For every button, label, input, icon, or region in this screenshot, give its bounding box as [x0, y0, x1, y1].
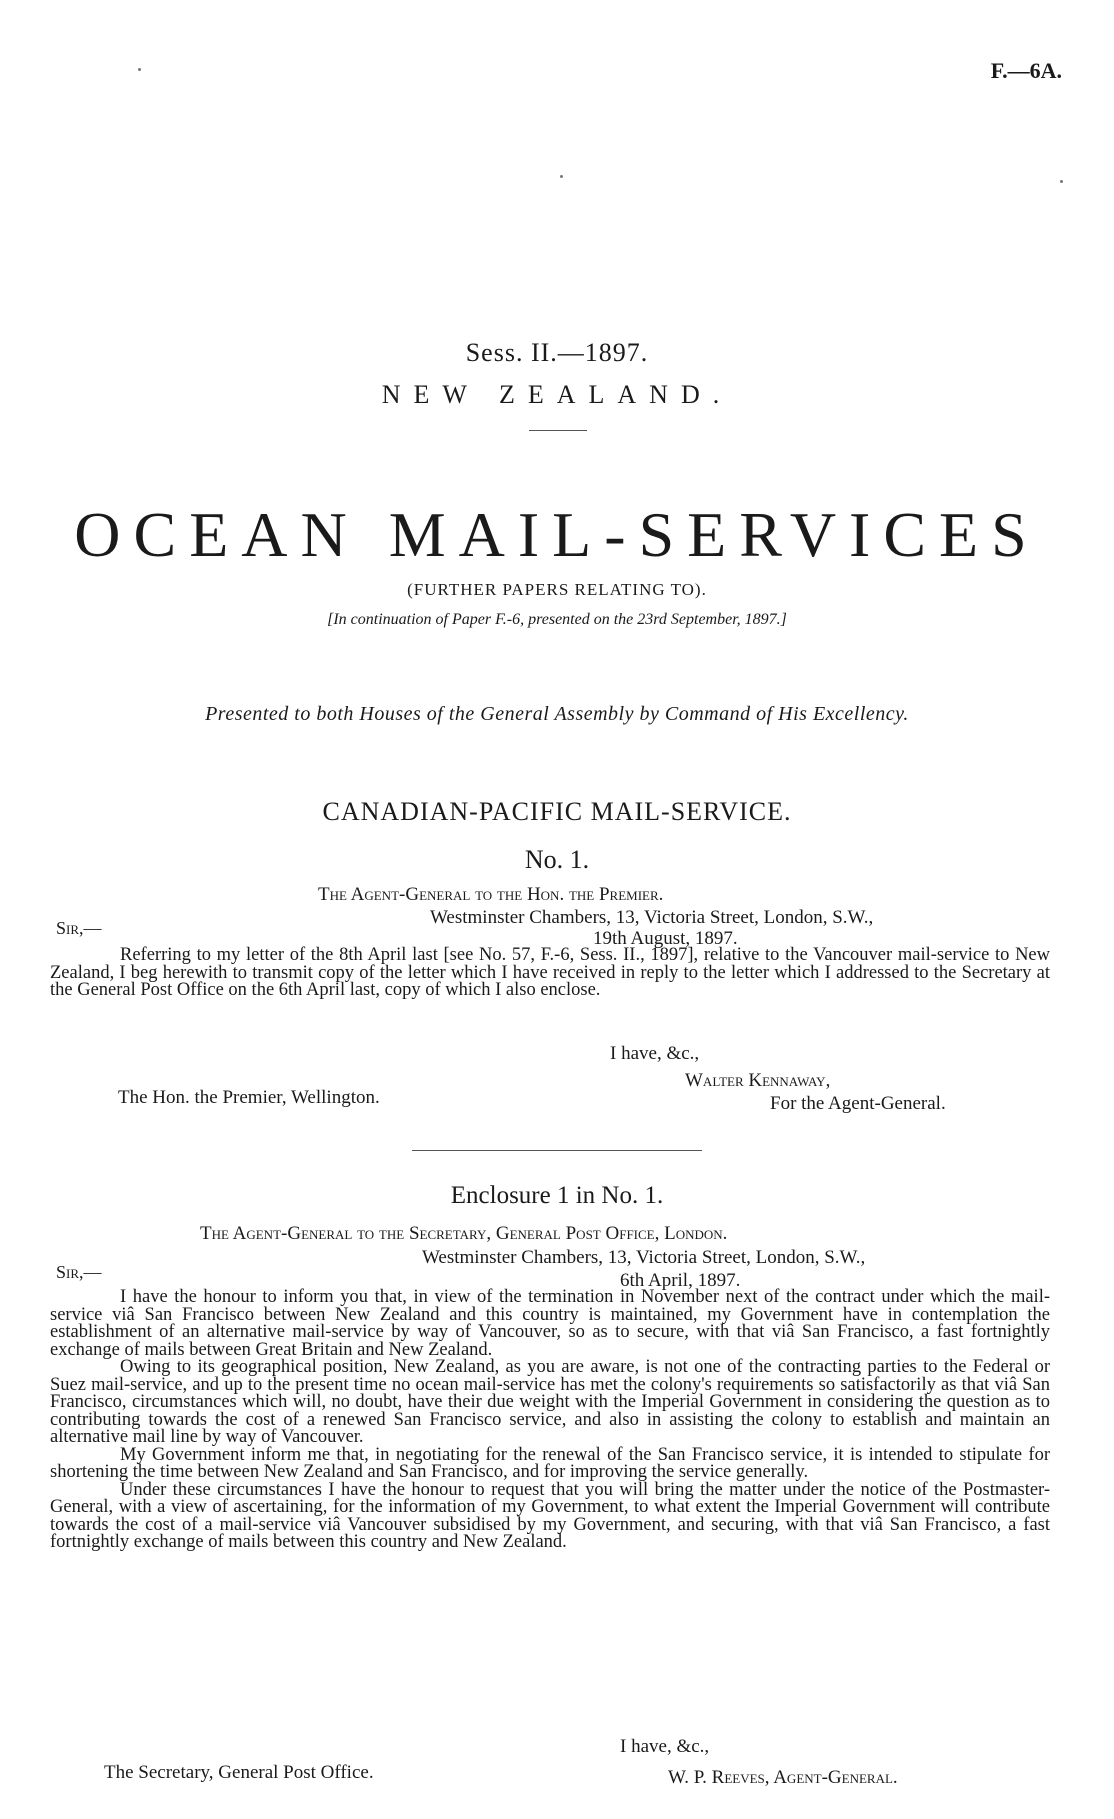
letter-number: No. 1.	[524, 845, 590, 874]
enclosure-signature: W. P. Reeves, Agent-General.	[668, 1767, 898, 1788]
enclosure-from-to: The Agent-General to the Secretary, General Post Office, London.	[200, 1223, 728, 1244]
section-divider	[412, 1150, 702, 1151]
enclosure-heading: Enclosure 1 in No. 1.	[450, 1182, 664, 1209]
enclosure-salutation: Sir,—	[56, 1262, 102, 1282]
session-line: Sess. II.—1897.	[465, 338, 649, 367]
letter-closing: I have, &c.,	[610, 1043, 700, 1064]
scan-speck	[560, 175, 563, 178]
enclosure-paragraph: Under these circumstances I have the honour to request that you will bring the matter under the notice of the Postmaster-General, with a view of ascertaining, for the information of my Government, to what extent the Imperial Government will contribute towards the cost of a mail-service viâ Vancouver subsidised by my Government, and securing, with that viâ San Francisco, a fast fortnightly exchange of mails between this country and New Zealand.	[50, 1479, 1050, 1552]
letter-signature-title: For the Agent-General.	[770, 1093, 946, 1114]
page-reference: F.—6A.	[990, 58, 1062, 83]
enclosure-addressee: The Secretary, General Post Office.	[104, 1762, 374, 1783]
letter-address: Westminster Chambers, 13, Victoria Street, London, S.W.,	[430, 907, 874, 928]
continuation-note: [In continuation of Paper F.-6, presented on the 23rd September, 1897.]	[327, 611, 787, 628]
letter-body	[50, 947, 1050, 1000]
letter-signature: Walter Kennaway,	[685, 1070, 831, 1091]
enclosure-closing: I have, &c.,	[620, 1736, 710, 1757]
letter-addressee: The Hon. the Premier, Wellington.	[118, 1087, 380, 1108]
letter-body-text: Referring to my letter of the 8th April last [see No. 57, F.-6, Sess. II., 1897], relative to the Vancouver mail-service to New Zealand, I beg herewith to transmit copy of the letter which I have received in reply to the letter which I addressed to the Secretary at the General Post Office on the 6th April last, copy of which I also enclose.	[50, 945, 1050, 1000]
short-rule	[529, 430, 587, 431]
presented-line: Presented to both Houses of the General Assembly by Command of His Excellency.	[205, 703, 909, 725]
enclosure-address: Westminster Chambers, 13, Victoria Street, London, S.W.,	[422, 1247, 866, 1268]
enclosure-date: 6th April, 1897.	[620, 1270, 741, 1291]
enclosure-paragraph: I have the honour to inform you that, in view of the termination in November next of the contract under which the mail-service viâ San Francisco between New Zealand and this country is maintained, my Government have in contemplation the establishment of an alternative mail-service by way of Vancouver, so as to secure, with that viâ San Francisco, a fast fortnightly exchange of mails between Great Britain and New Zealand.	[50, 1287, 1050, 1360]
enclosure-paragraph: My Government inform me that, in negotiating for the renewal of the San Francisco service, it is intended to stipulate for shortening the time between New Zealand and San Francisco, and for improving the service generally.	[50, 1444, 1050, 1482]
enclosure-body	[50, 1289, 1050, 1552]
letter-salutation: Sir,—	[56, 918, 102, 938]
document-title: OCEAN MAIL-SERVICES	[74, 499, 1040, 570]
scan-speck	[138, 68, 141, 71]
letter-from-to: The Agent-General to the Hon. the Premier.	[318, 884, 664, 905]
letter-date: 19th August, 1897.	[593, 928, 738, 949]
document-subtitle: (FURTHER PAPERS RELATING TO).	[407, 580, 707, 599]
section-heading: CANADIAN-PACIFIC MAIL-SERVICE.	[322, 797, 792, 826]
country-line: NEW ZEALAND.	[381, 380, 733, 409]
scan-speck	[1060, 180, 1063, 183]
enclosure-paragraph: Owing to its geographical position, New Zealand, as you are aware, is not one of the contracting parties to the Federal or Suez mail-service, and up to the present time no ocean mail-service has met the colony's requirements so satisfactorily as that viâ San Francisco, circumstances which will, no doubt, have their due weight with the Imperial Government in considering the question as to contributing towards the cost of a renewed San Francisco service, and also in assisting the colony to establish and maintain an alternative mail line by way of Vancouver.	[50, 1357, 1050, 1447]
